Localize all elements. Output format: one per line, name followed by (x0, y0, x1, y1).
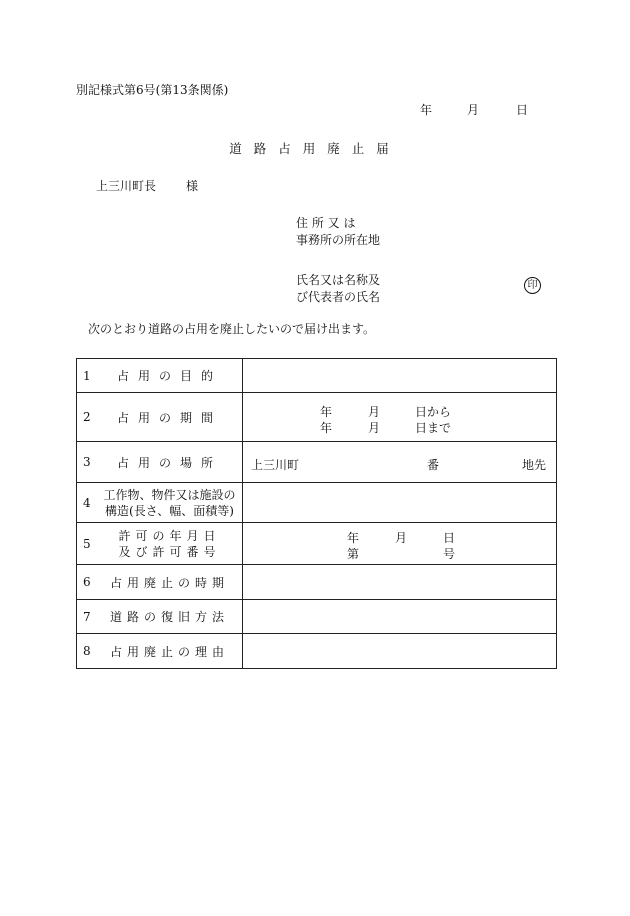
table-row (77, 359, 557, 393)
permit-dai: 第 (347, 547, 360, 561)
table-row (77, 600, 557, 634)
period-until-day: 日まで (415, 421, 452, 435)
row-number: 6 (83, 575, 91, 589)
row-number: 1 (83, 368, 91, 383)
structure-field[interactable] (243, 483, 557, 523)
restoration-method-field[interactable] (243, 600, 557, 634)
abolition-reason-field[interactable] (243, 634, 557, 669)
name-label-line-1: 氏名又は名称及 (296, 273, 381, 287)
row-label-cell (77, 565, 243, 600)
location-ban: 番 (427, 458, 440, 472)
row-label-line-1: 工作物、物件又は施設の (103, 487, 236, 502)
addressee-honorific: 様 (186, 179, 199, 193)
row-label: 占用の場所 (116, 455, 222, 470)
period-from-day: 日から (415, 405, 452, 419)
row-label-line-2: 構造(長さ、幅、面積等) (105, 503, 234, 518)
permit-day: 日 (443, 531, 456, 545)
permit-month: 月 (395, 531, 408, 545)
row-label (101, 487, 242, 519)
date-month-label: 月 (467, 103, 480, 117)
location-chisaki: 地先 (522, 458, 547, 472)
row-number: 8 (83, 644, 91, 658)
location-town: 上三川町 (251, 458, 300, 472)
row-label-cell (77, 523, 243, 565)
row-label: 占用廃止の理由 (109, 644, 229, 659)
date-year-label: 年 (420, 103, 433, 117)
row-number: 5 (83, 536, 91, 551)
addressee (96, 180, 198, 192)
applicant-name-label (296, 272, 380, 306)
purpose-field[interactable] (243, 359, 557, 393)
table-row (77, 634, 557, 669)
permit-field[interactable] (243, 523, 557, 565)
table-row (77, 393, 557, 442)
row-label-cell (77, 600, 243, 634)
address-label-line-1: 住 所 又 は (296, 216, 356, 230)
period-until-month: 月 (368, 421, 381, 435)
table-row (77, 483, 557, 523)
row-label-cell (77, 359, 243, 393)
table-row (77, 442, 557, 483)
row-label-cell (77, 634, 243, 669)
period-from-month: 月 (368, 405, 381, 419)
permit-year: 年 (347, 531, 360, 545)
row-label-line-1: 許可の年月日 (118, 528, 221, 543)
applicant-address-label (296, 215, 380, 249)
document-title: 道路占用廃止届 (229, 141, 401, 156)
abolition-date-field[interactable] (243, 565, 557, 600)
location-field[interactable] (243, 442, 557, 483)
addressee-name: 上三川町長 (96, 179, 157, 193)
period-from-year: 年 (320, 405, 333, 419)
table-row (77, 565, 557, 600)
row-number: 2 (83, 410, 91, 424)
period-field[interactable] (243, 393, 557, 442)
form-reference: 別記様式第6号(第13条関係) (76, 83, 229, 97)
row-label: 占用廃止の時期 (109, 575, 229, 590)
row-number: 7 (83, 609, 91, 624)
row-label-line-2: 及び許可番号 (118, 544, 221, 559)
row-number: 3 (83, 455, 91, 469)
row-label-cell (77, 393, 243, 442)
row-label: 占用の目的 (116, 369, 222, 383)
row-label-cell (77, 442, 243, 483)
row-label: 占用の期間 (116, 410, 222, 425)
row-label: 道路の復旧方法 (109, 610, 229, 624)
intro-text: 次のとおり道路の占用を廃止したいので届け出ます。 (88, 322, 376, 336)
name-label-line-2: び代表者の氏名 (296, 290, 381, 304)
table-row (77, 523, 557, 565)
row-label (101, 528, 242, 560)
row-number: 4 (83, 495, 91, 510)
row-label-cell (77, 483, 243, 523)
form-table (76, 358, 557, 669)
date-day-label: 日 (516, 103, 529, 117)
seal-icon: 印 (524, 277, 541, 294)
permit-go: 号 (443, 547, 456, 561)
address-label-line-2: 事務所の所在地 (296, 233, 381, 247)
period-until-year: 年 (320, 421, 333, 435)
